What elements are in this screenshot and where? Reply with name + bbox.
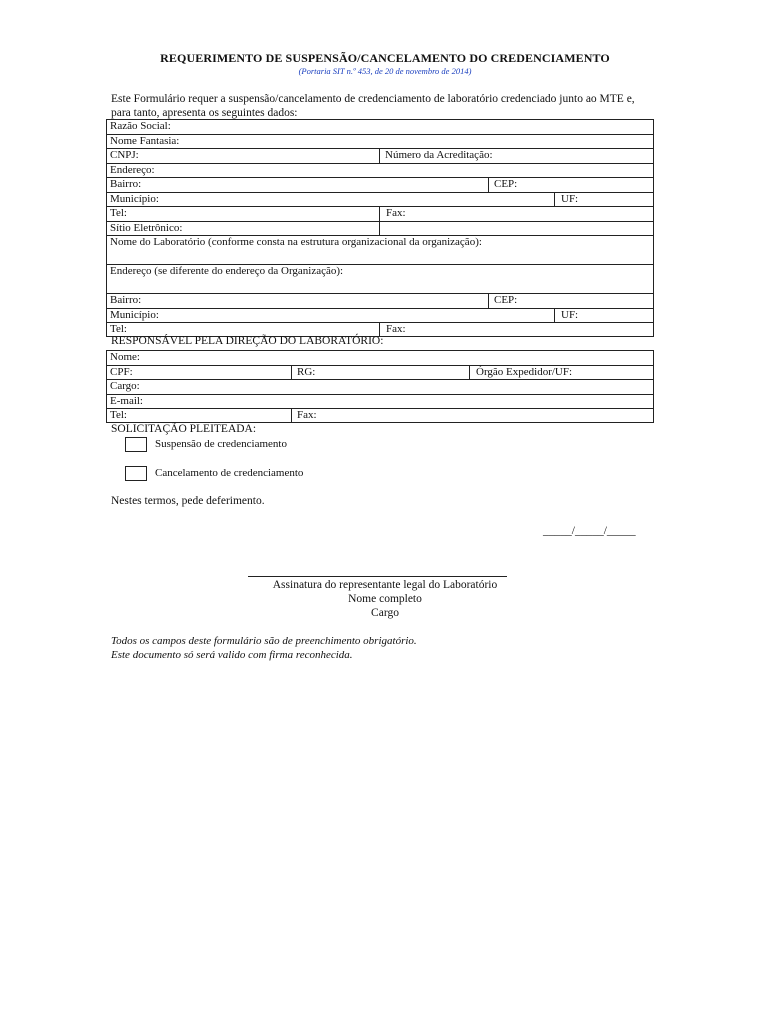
lab-bairro-field[interactable]: Bairro: [110,294,142,306]
note-required-fields: Todos os campos deste formulário são de preenchimento obrigatório. [111,635,417,647]
row-resp-nome [106,350,654,365]
signature-name-caption: Nome completo [348,593,422,605]
fax-field[interactable]: Fax: [379,207,653,221]
suspensao-checkbox[interactable] [125,437,147,452]
signature-role-caption: Cargo [371,607,399,619]
document-subtitle: (Portaria SIT n.º 453, de 20 de novembro de 2014) [298,66,472,76]
cancelamento-checkbox[interactable] [125,466,147,481]
endereco-field[interactable]: Endereço: [110,163,155,176]
lab-cep-field[interactable]: CEP: [488,294,653,308]
organization-table [106,119,654,337]
uf-field[interactable]: UF: [554,193,653,207]
sitio-field[interactable]: Sítio Eletrônico: [110,221,183,234]
closing-text: Nestes termos, pede deferimento. [111,495,265,507]
row-municipio [106,192,654,207]
resp-fax-field[interactable]: Fax: [291,409,653,422]
resp-cargo-field[interactable]: Cargo: [110,380,140,392]
row-resp-email [106,394,654,409]
row-endereco-laboratorio [106,264,654,293]
cancelamento-label: Cancelamento de credenciamento [155,467,304,479]
tel-field[interactable]: Tel: [110,207,127,219]
signature-line [248,576,507,577]
row-lab-bairro [106,293,654,308]
row-endereco [106,163,654,178]
signature-caption: Assinatura do representante legal do Laboratório [272,579,498,591]
row-bairro [106,177,654,192]
row-resp-cargo [106,379,654,394]
cep-field[interactable]: CEP: [488,178,653,192]
note-notarized: Este documento só será valido com firma reconhecida. [111,649,353,661]
nome-laboratorio-field[interactable]: Nome do Laboratório (conforme consta na estrutura organizacional da organização): [110,236,482,248]
lab-fax-field[interactable]: Fax: [379,323,653,336]
rg-field[interactable]: RG: [291,366,469,380]
responsavel-table [106,350,654,423]
solicitacao-heading: SOLICITAÇÃO PLEITEADA: [111,423,257,435]
endereco-laboratorio-field[interactable]: Endereço (se diferente do endereço da Organização): [110,265,344,277]
lab-uf-field[interactable]: UF: [554,309,653,323]
cnpj-field[interactable]: CNPJ: [110,149,139,161]
suspensao-label: Suspensão de credenciamento [155,438,287,450]
cpf-field[interactable]: CPF: [110,365,133,378]
row-nome-fantasia [106,134,654,149]
municipio-field[interactable]: Município: [110,192,159,205]
intro-paragraph: Este Formulário requer a suspensão/cancelamento de credenciamento de laboratório credenciado junto ao MTE e, para tanto, apresenta os seguintes dados: [111,93,635,119]
date-field[interactable]: _____/_____/_____ [543,525,636,537]
sitio-blank-cell[interactable] [379,222,653,236]
row-nome-laboratorio [106,235,654,264]
orgao-expedidor-field[interactable]: Órgão Expedidor/UF: [469,366,653,380]
nome-fantasia-field[interactable]: Nome Fantasia: [110,134,180,147]
razao-social-field[interactable]: Razão Social: [110,120,171,132]
lab-tel-field[interactable]: Tel: [110,323,127,335]
resp-tel-field[interactable]: Tel: [110,409,127,421]
row-razao-social [106,119,654,134]
resp-nome-field[interactable]: Nome: [110,351,140,363]
row-resp-tel [106,408,654,423]
row-sitio [106,221,654,236]
numero-acreditacao-field[interactable]: Número da Acreditação: [379,149,653,163]
lab-municipio-field[interactable]: Município: [110,308,159,321]
row-resp-docs [106,365,654,380]
resp-email-field[interactable]: E-mail: [110,394,143,407]
row-cnpj [106,148,654,163]
row-tel [106,206,654,221]
row-lab-municipio [106,308,654,323]
document-title: REQUERIMENTO DE SUSPENSÃO/CANCELAMENTO DO CREDENCIAMENTO [160,51,610,65]
bairro-field[interactable]: Bairro: [110,178,142,190]
responsavel-heading: RESPONSÁVEL PELA DIREÇÃO DO LABORATÓRIO: [111,335,384,347]
